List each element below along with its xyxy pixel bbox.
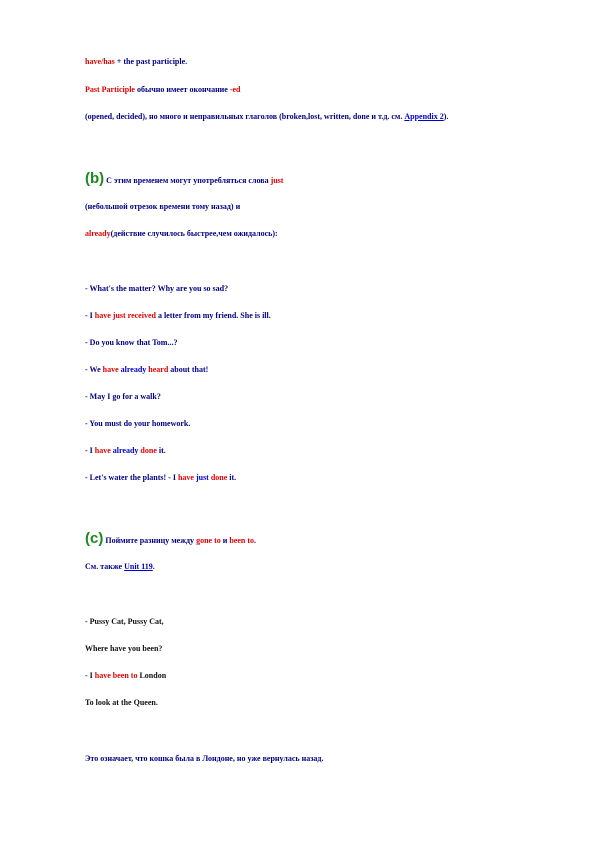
section-c-heading: [85, 531, 256, 546]
rule-text: .: [185, 57, 188, 66]
participle-line: [85, 86, 241, 94]
examples-text: ).: [443, 112, 449, 121]
rule-text: обычно имеет окончание: [134, 85, 230, 94]
dialogue-text: - You must do your homework.: [85, 419, 191, 428]
dialogue-text: about that!: [168, 365, 209, 374]
dialogue-text: - Let's water the plants! - I: [85, 473, 178, 482]
section-b-line: [85, 203, 240, 211]
dialogue-text: - I: [85, 446, 95, 455]
keyword-already: already: [120, 365, 147, 374]
section-b-line: [85, 230, 278, 238]
unit-119-link[interactable]: Unit 119: [124, 562, 153, 571]
keyword-have-has: have/has: [85, 57, 115, 66]
poem-line: [85, 672, 166, 680]
keyword-have: have: [94, 446, 111, 455]
dialogue-text: - I: [85, 311, 95, 320]
dialogue-line: [85, 393, 161, 401]
keyword-been-to: been to: [229, 536, 255, 545]
section-c-text: и: [220, 536, 230, 545]
rule-text: + the: [114, 57, 137, 66]
dialogue-line: [85, 339, 177, 347]
dialogue-line: [85, 474, 236, 482]
rule-line: [85, 58, 187, 66]
dialogue-line: [85, 312, 271, 320]
section-b-text: С этим временем могут употребляться слова: [104, 176, 271, 185]
keyword-have: have: [102, 365, 119, 374]
closing-text: Это означает, что кошка была в Лондоне, но уже вернулась назад.: [85, 754, 324, 763]
rule-text: past participle: [136, 57, 186, 66]
dialogue-text: it.: [227, 473, 237, 482]
section-b-text: (небольшой отрезок времени тому назад) и: [85, 202, 241, 211]
keyword-already: already: [85, 229, 111, 238]
poem-text: To look at the Queen.: [85, 698, 158, 707]
poem-text: - I: [85, 671, 95, 680]
dialogue-line: [85, 366, 208, 374]
keyword-already: already: [112, 446, 139, 455]
section-b-heading: [85, 171, 283, 186]
keyword-just-received: just received: [112, 311, 156, 320]
see-also-text: См. также: [85, 562, 125, 571]
keyword-just: just: [195, 473, 209, 482]
keyword-have: have: [177, 473, 194, 482]
section-c-text: .: [254, 536, 257, 545]
section-b-text: (действие случилось быстрее,чем ожидалось):: [110, 229, 278, 238]
closing-line: [85, 755, 323, 763]
section-b-marker: (b): [85, 170, 105, 187]
keyword-done: done: [210, 473, 228, 482]
poem-line: [85, 699, 158, 707]
dialogue-text: - May I go for a walk?: [85, 392, 161, 401]
see-also-text: .: [152, 562, 155, 571]
keyword-heard: heard: [148, 365, 169, 374]
poem-text: - Pussy Cat, Pussy Cat,: [85, 617, 164, 626]
section-c-text: Поймите разницу между: [103, 536, 197, 545]
keyword-gone-to: gone to: [196, 536, 221, 545]
section-c-marker: (c): [85, 530, 104, 547]
dialogue-text: a letter from my friend. She is ill.: [155, 311, 271, 320]
examples-line: [85, 113, 448, 121]
dialogue-line: [85, 447, 166, 455]
keyword-just: just: [270, 176, 284, 185]
examples-text: (opened, decided), но много и неправильных глаголов (broken,lost, written, done и т.д. см.: [85, 112, 405, 121]
poem-text: Where have you been?: [85, 644, 163, 653]
dialogue-text: - What's the matter? Why are you so sad?: [85, 284, 229, 293]
keyword-have: have: [94, 311, 111, 320]
keyword-ed: -ed: [229, 85, 241, 94]
keyword-have-been-to: have been to: [94, 671, 138, 680]
appendix-2-link[interactable]: Appendix 2: [404, 112, 444, 121]
keyword-done: done: [140, 446, 157, 455]
dialogue-text: - We: [85, 365, 103, 374]
poem-line: [85, 645, 162, 653]
keyword-past-participle: Past Participle: [85, 85, 135, 94]
dialogue-line: [85, 420, 190, 428]
poem-text: London: [137, 671, 167, 680]
dialogue-text: - Do you know that Tom...?: [85, 338, 178, 347]
dialogue-text: it.: [156, 446, 166, 455]
dialogue-line: [85, 285, 228, 293]
see-also-line: [85, 563, 155, 571]
poem-line: [85, 618, 164, 626]
